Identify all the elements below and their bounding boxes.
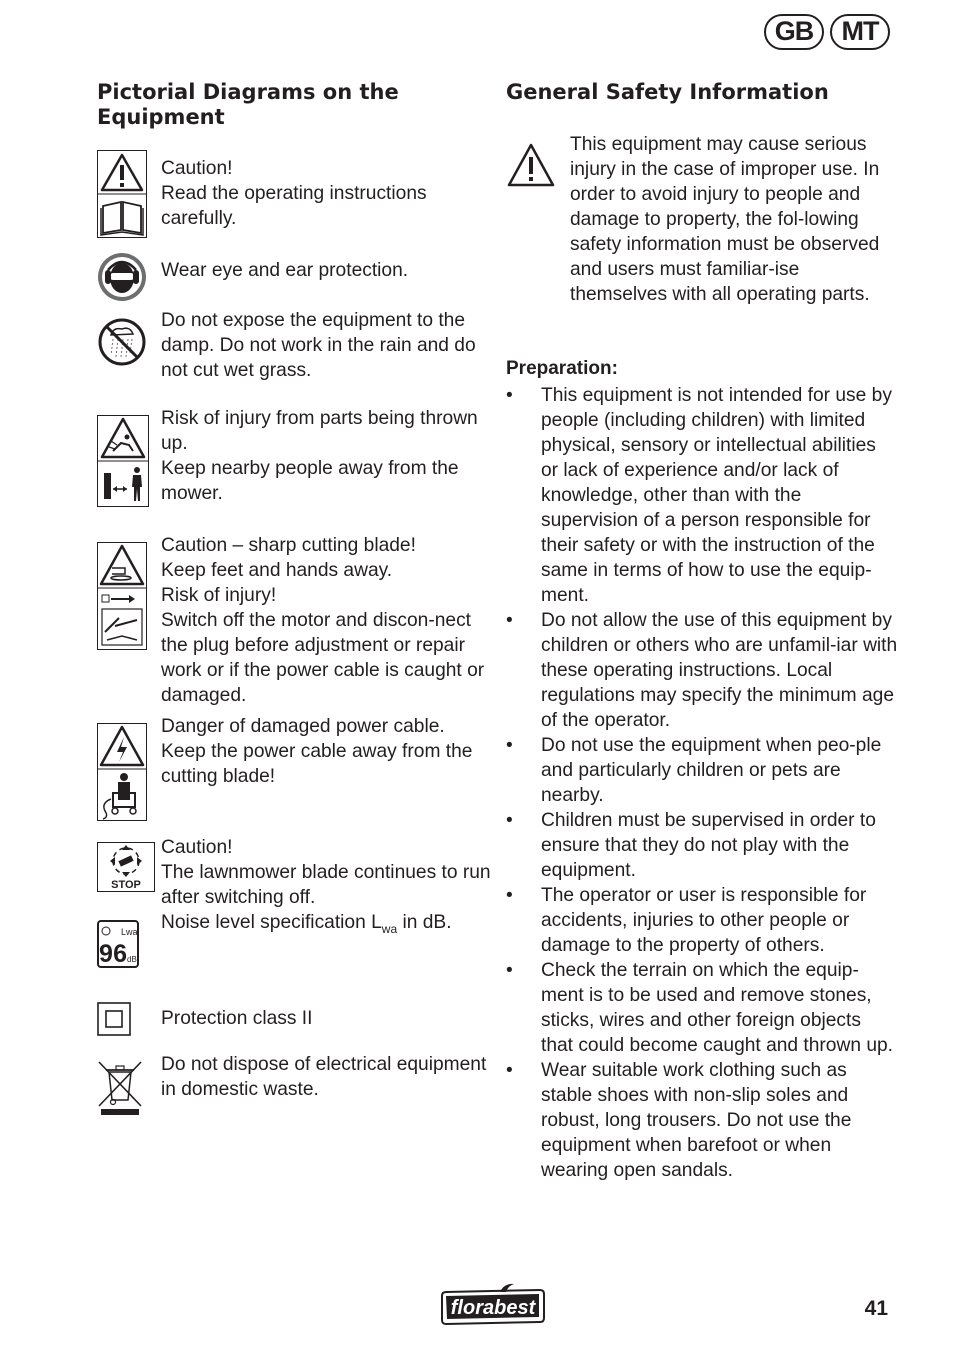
warning-and-book-icon [97, 150, 147, 238]
list-item: • This equipment is not intended for use by people (including children) with limited physical, sensory or intellectual abilities or lack of experience and/or lack of knowledge, other than with the supervision of a person responsible for their safety or with the instruction of the same in terms of how to use the equip-ment. [506, 383, 898, 608]
stop-label: STOP [111, 879, 141, 891]
pictogram-text-line: Caution! [161, 158, 233, 179]
list-item: • Do not allow the use of this equipment by children or others who are unfamil-iar with these operating instructions. Local regulations may specify the minimum age of the operator. [506, 608, 898, 733]
pictogram-text-line: Switch off the motor and discon-nect the plug before adjustment or repair work or if the power cable is caught or damaged. [161, 610, 485, 706]
pictogram-text-line: Protection class II [161, 1008, 313, 1029]
pictogram-text-line: Do not expose the equipment to the damp. Do not work in the rain and do not cut wet grass. [161, 310, 476, 381]
pictogram-text-line: Caution – sharp cutting blade! [161, 535, 416, 556]
language-badges [764, 14, 890, 50]
noise-unit: dB [127, 955, 137, 964]
pictogram-text-line: The lawnmower blade continues to run after switching off. [161, 862, 491, 908]
pictogram-text-line: Danger of damaged power cable. [161, 716, 445, 737]
pictorial-diagrams-section [97, 80, 491, 1100]
eye-ear-protection-icon [97, 252, 147, 302]
no-rain-icon [97, 317, 147, 367]
noise-level-icon [97, 920, 139, 968]
list-item: • Children must be supervised in order to ensure that they do not play with the equipment. [506, 808, 898, 883]
section-heading: General Safety Information [506, 80, 829, 104]
noise-text-suffix: in dB. [397, 912, 452, 933]
general-safety-section [506, 80, 898, 1181]
pictogram-text-line: Do not dispose of electrical equipment in domestic waste. [161, 1054, 487, 1100]
warning-icon [506, 142, 556, 188]
pictogram-text-line: Keep feet and hands away. [161, 560, 393, 581]
thrown-parts-icon [97, 415, 149, 507]
noise-value: 96 [99, 940, 127, 968]
pictogram-text-line: Read the operating instructions carefully. [161, 183, 427, 229]
power-cable-icon [97, 723, 147, 821]
pictogram-text-line: Risk of injury! [161, 585, 277, 606]
pictogram-text-line: Keep nearby people away from the mower. [161, 458, 459, 504]
noise-text-subscript: wa [381, 921, 398, 936]
logo-text: florabest [450, 1297, 536, 1319]
preparation-heading: Preparation: [506, 358, 618, 379]
list-item: • Check the terrain on which the equip-ment is to be used and remove stones, sticks, wires and other foreign objects that could become caught and thrown up. [506, 958, 898, 1058]
list-item: • Wear suitable work clothing such as stable shoes with non-slip soles and robust, long trousers. Do not use the equipment when barefoot or when wearing open sandals. [506, 1058, 898, 1183]
section-heading: Pictorial Diagrams on the Equipment [97, 80, 399, 129]
lwa-label: Lwa [121, 927, 138, 937]
preparation-list [506, 383, 898, 1183]
language-badge-gb: GB [764, 14, 824, 50]
language-badge-mt: MT [830, 14, 890, 50]
list-item: • The operator or user is responsible for accidents, injuries to other people or damage to the property of others. [506, 883, 898, 958]
protection-class-icon [97, 1002, 131, 1036]
florabest-logo [438, 1282, 548, 1326]
sharp-blade-icon [97, 542, 147, 650]
blade-stop-icon [97, 842, 155, 892]
pictogram-text-line: Keep the power cable away from the cutting blade! [161, 741, 473, 787]
list-item: • Do not use the equipment when peo-ple and particularly children or pets are nearby. [506, 733, 898, 808]
safety-intro-text: This equipment may cause serious injury in the case of improper use. In order to avoid injury to people and damage to property, the fol-lowing safety information must be observed and users must familiar-ise themselves with all operating parts. [570, 134, 880, 305]
pictogram-text-line: Wear eye and ear protection. [161, 260, 409, 281]
pictogram-text-line: Risk of injury from parts being thrown up. [161, 408, 478, 454]
pictogram-text-line: Caution! [161, 837, 233, 858]
crossed-bin-icon [97, 1060, 143, 1116]
noise-text-prefix: Noise level specification L [161, 912, 382, 933]
noise-text [161, 910, 491, 942]
page-number: 41 [864, 1297, 888, 1320]
